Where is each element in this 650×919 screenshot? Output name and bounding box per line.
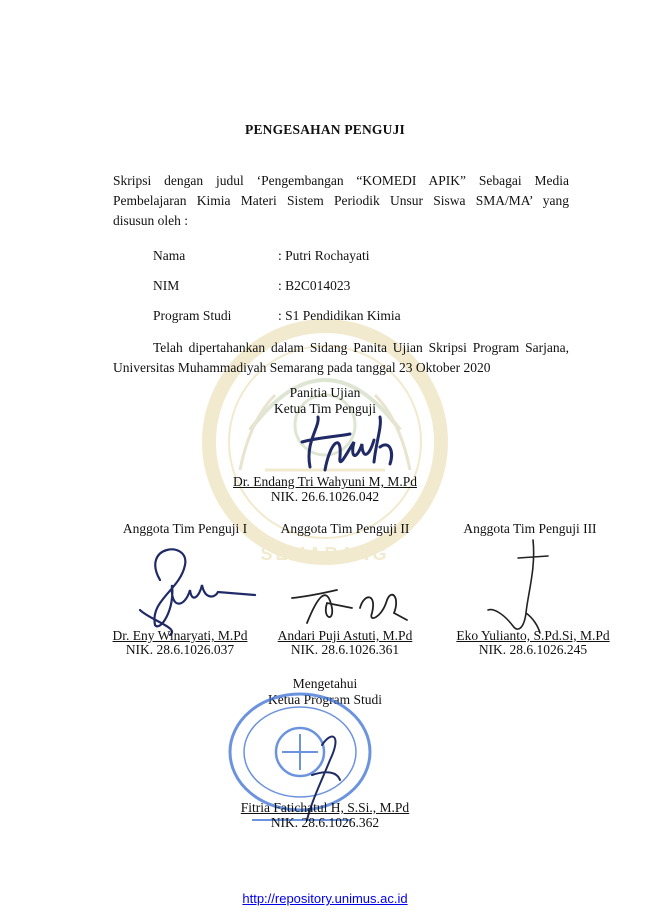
member-nik: NIK. 28.6.1026.037 <box>125 642 235 657</box>
member-nik: NIK. 28.6.1026.245 <box>478 642 588 657</box>
acknowledgement-role: Ketua Program Studi <box>268 692 382 707</box>
page-title: PENGESAHAN PENGUJI <box>245 122 405 137</box>
member-role: Anggota Tim Penguji III <box>463 521 597 536</box>
field-label-name: Nama <box>153 248 186 263</box>
defense-line: Telah dipertahankan dalam Sidang Panita Ujian Skripsi Program Sarjana, <box>153 340 569 355</box>
repository-link[interactable]: http://repository.unimus.ac.id <box>242 891 408 906</box>
field-value-name: : Putri Rochayati <box>278 248 370 263</box>
defense-line: Universitas Muhammadiyah Semarang pada tanggal 23 Oktober 2020 <box>113 360 491 375</box>
member-name: Andari Puji Astuti, M.Pd <box>277 628 413 643</box>
member-nik: NIK. 28.6.1026.361 <box>290 642 400 657</box>
svg-text:SEMARANG: SEMARANG <box>260 544 390 564</box>
chair-name: Dr. Endang Tri Wahyuni M, M.Pd <box>233 474 417 489</box>
member-role: Anggota Tim Penguji II <box>280 521 410 536</box>
member-name: Dr. Eny Winaryati, M.Pd <box>112 628 248 643</box>
intro-line: Skripsi dengan judul ‘Pengembangan “KOMEDI APIK” Sebagai Media <box>113 173 569 188</box>
intro-line: disusun oleh : <box>113 213 189 228</box>
chair-nik: NIK. 26.6.1026.042 <box>270 489 380 504</box>
chair-signature <box>290 412 410 482</box>
chair-role: Ketua Tim Penguji <box>273 401 376 416</box>
committee-heading: Panitia Ujian <box>289 385 361 400</box>
member-name: Eko Yulianto, S.Pd.Si, M.Pd <box>456 628 610 643</box>
acknowledgement-nik: NIK. 28.6.1026.362 <box>270 815 380 830</box>
intro-paragraph <box>113 171 569 231</box>
defense-paragraph <box>113 338 569 378</box>
acknowledgement-name: Fitria Fatichatul H, S.Si., M.Pd <box>240 800 410 815</box>
field-value-program: : S1 Pendidikan Kimia <box>278 308 401 323</box>
member-1-signature <box>130 540 260 635</box>
field-value-nim: : B2C014023 <box>278 278 351 293</box>
member-3-signature <box>478 538 558 638</box>
acknowledgement-heading: Mengetahui <box>292 676 358 691</box>
field-label-nim: NIM <box>153 278 180 293</box>
intro-line: Pembelajaran Kimia Materi Sistem Periodik Unsur Siswa SMA/MA’ yang <box>113 193 569 208</box>
member-role: Anggota Tim Penguji I <box>122 521 248 536</box>
field-label-program: Program Studi <box>153 308 232 323</box>
